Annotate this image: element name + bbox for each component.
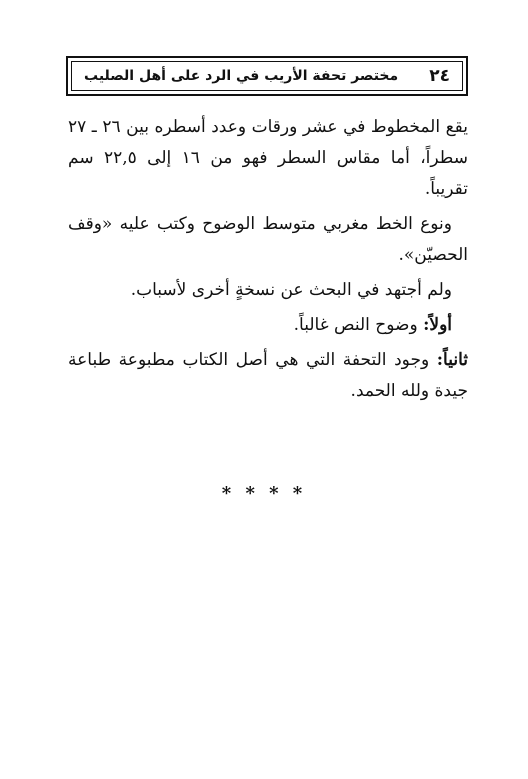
reason-first <box>68 310 468 341</box>
paragraph-manuscript-description: يقع المخطوط في عشر ورقات وعدد أسطره بين ٢٦ ـ ٢٧ سطراً، أما مقاس السطر فهو من ١٦ إلى ٢٢,٥ سم تقريباً. <box>68 117 468 199</box>
section-separator: * * * * <box>221 483 307 504</box>
reason-second-text: وجود التحفة التي هي أصل الكتاب مطبوعة طباعة جيدة ولله الحمد. <box>68 350 468 401</box>
page-number: ٢٤ <box>429 66 450 86</box>
running-header <box>66 56 468 96</box>
reason-first-lead: أولاً: <box>423 315 452 335</box>
running-header-frame <box>71 61 463 91</box>
reason-first-text: وضوح النص غالباً. <box>293 315 424 335</box>
reason-second <box>68 345 468 407</box>
page-body <box>68 112 468 411</box>
paragraph-script-style: ونوع الخط مغربي متوسط الوضوح وكتب عليه «وقف الحصيّن». <box>68 214 468 265</box>
reason-second-lead: ثانياً: <box>436 350 468 370</box>
paragraph-no-other-copy: ولم أجتهد في البحث عن نسخةٍ أخرى لأسباب. <box>130 280 452 300</box>
running-title: مختصر تحفة الأريب في الرد على أهل الصليب <box>84 68 399 84</box>
